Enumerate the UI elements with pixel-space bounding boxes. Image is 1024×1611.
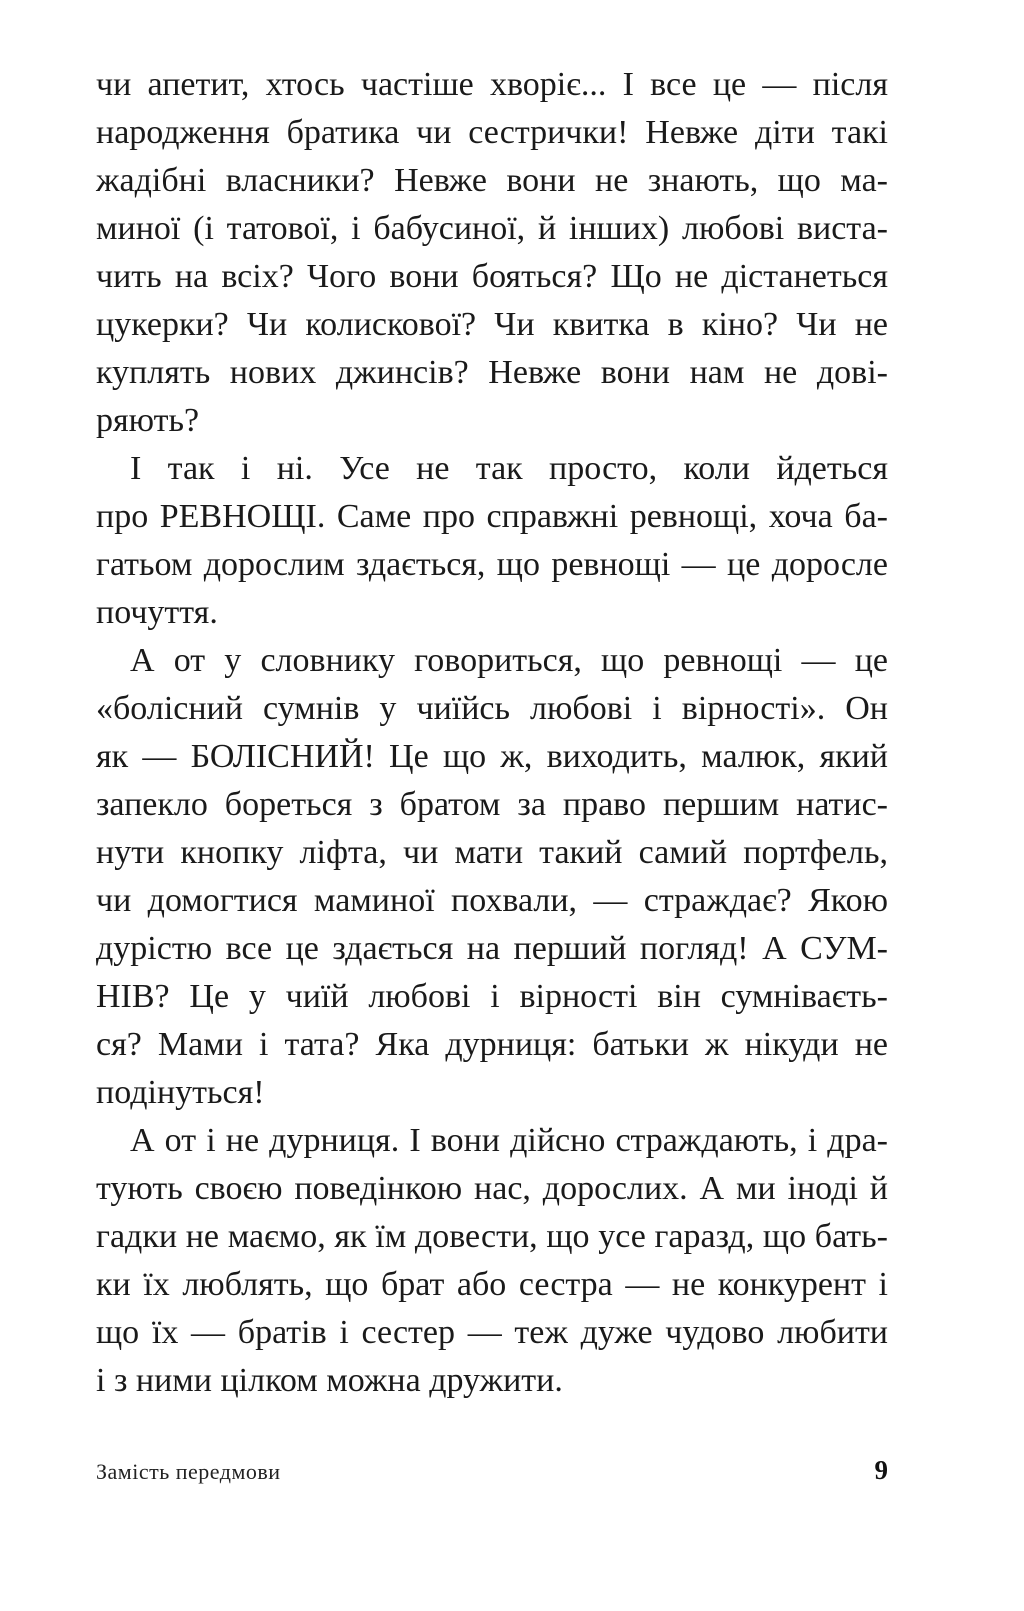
page-number: 9 xyxy=(874,1455,888,1485)
text-line: миної (і татової, і бабусиної, й інших) любові виста- xyxy=(96,210,888,247)
text-line: чить на всіх? Чого вони бояться? Що не дістанеться xyxy=(96,258,888,295)
text-line: «болісний сумнів у чиїйсь любові і вірності». Он xyxy=(96,690,888,727)
text-line: НІВ? Це у чиїй любові і вірності він сумніваєть- xyxy=(96,978,888,1015)
text-line: ряють? xyxy=(96,402,200,439)
text-line: куплять нових джинсів? Невже вони нам не дові- xyxy=(96,354,888,391)
text-line: тують своєю поведінкою нас, дорослих. А ми іноді й xyxy=(96,1170,888,1207)
running-title: Замість передмови xyxy=(96,1459,281,1484)
text-line: цукерки? Чи колискової? Чи квитка в кіно? Чи не xyxy=(96,306,888,343)
text-line: А от і не дурниця. І вони дійсно страждають, і дра- xyxy=(130,1122,888,1159)
text-line: дурістю все це здається на перший погляд! А СУМ- xyxy=(96,930,888,967)
text-line: чи апетит, хтось частіше хворіє... І все це — після xyxy=(96,66,888,103)
text-line: подінуться! xyxy=(96,1074,265,1111)
text-line: і з ними цілком можна дружити. xyxy=(96,1362,563,1399)
text-line: нути кнопку ліфта, чи мати такий самий портфель, xyxy=(96,834,888,871)
text-line: І так і ні. Усе не так просто, коли йдеться xyxy=(130,450,888,487)
text-line: ся? Мами і тата? Яка дурниця: батьки ж нікуди не xyxy=(96,1026,888,1063)
text-line: народження братика чи сестрички! Невже діти такі xyxy=(96,114,888,151)
text-line: ки їх люблять, що брат або сестра — не конкурент і xyxy=(96,1266,888,1303)
text-line: жадібні власники? Невже вони не знають, що ма- xyxy=(96,162,888,199)
text-line: почуття. xyxy=(96,594,218,631)
text-line: гадки не маємо, як їм довести, що усе гаразд, що бать- xyxy=(96,1218,888,1255)
text-line: про РЕВНОЩІ. Саме про справжні ревнощі, хоча ба- xyxy=(96,498,888,535)
text-line: А от у словнику говориться, що ревнощі — це xyxy=(130,642,888,679)
text-line: запекло бореться з братом за право першим натис- xyxy=(96,786,888,823)
text-line: чи домогтися маминої похвали, — страждає? Якою xyxy=(96,882,888,919)
text-line: як — БОЛІСНИЙ! Це що ж, виходить, малюк, який xyxy=(96,738,888,775)
text-line: гатьом дорослим здається, що ревнощі — це доросле xyxy=(96,546,888,583)
text-line: що їх — братів і сестер — теж дуже чудово любити xyxy=(96,1314,888,1351)
